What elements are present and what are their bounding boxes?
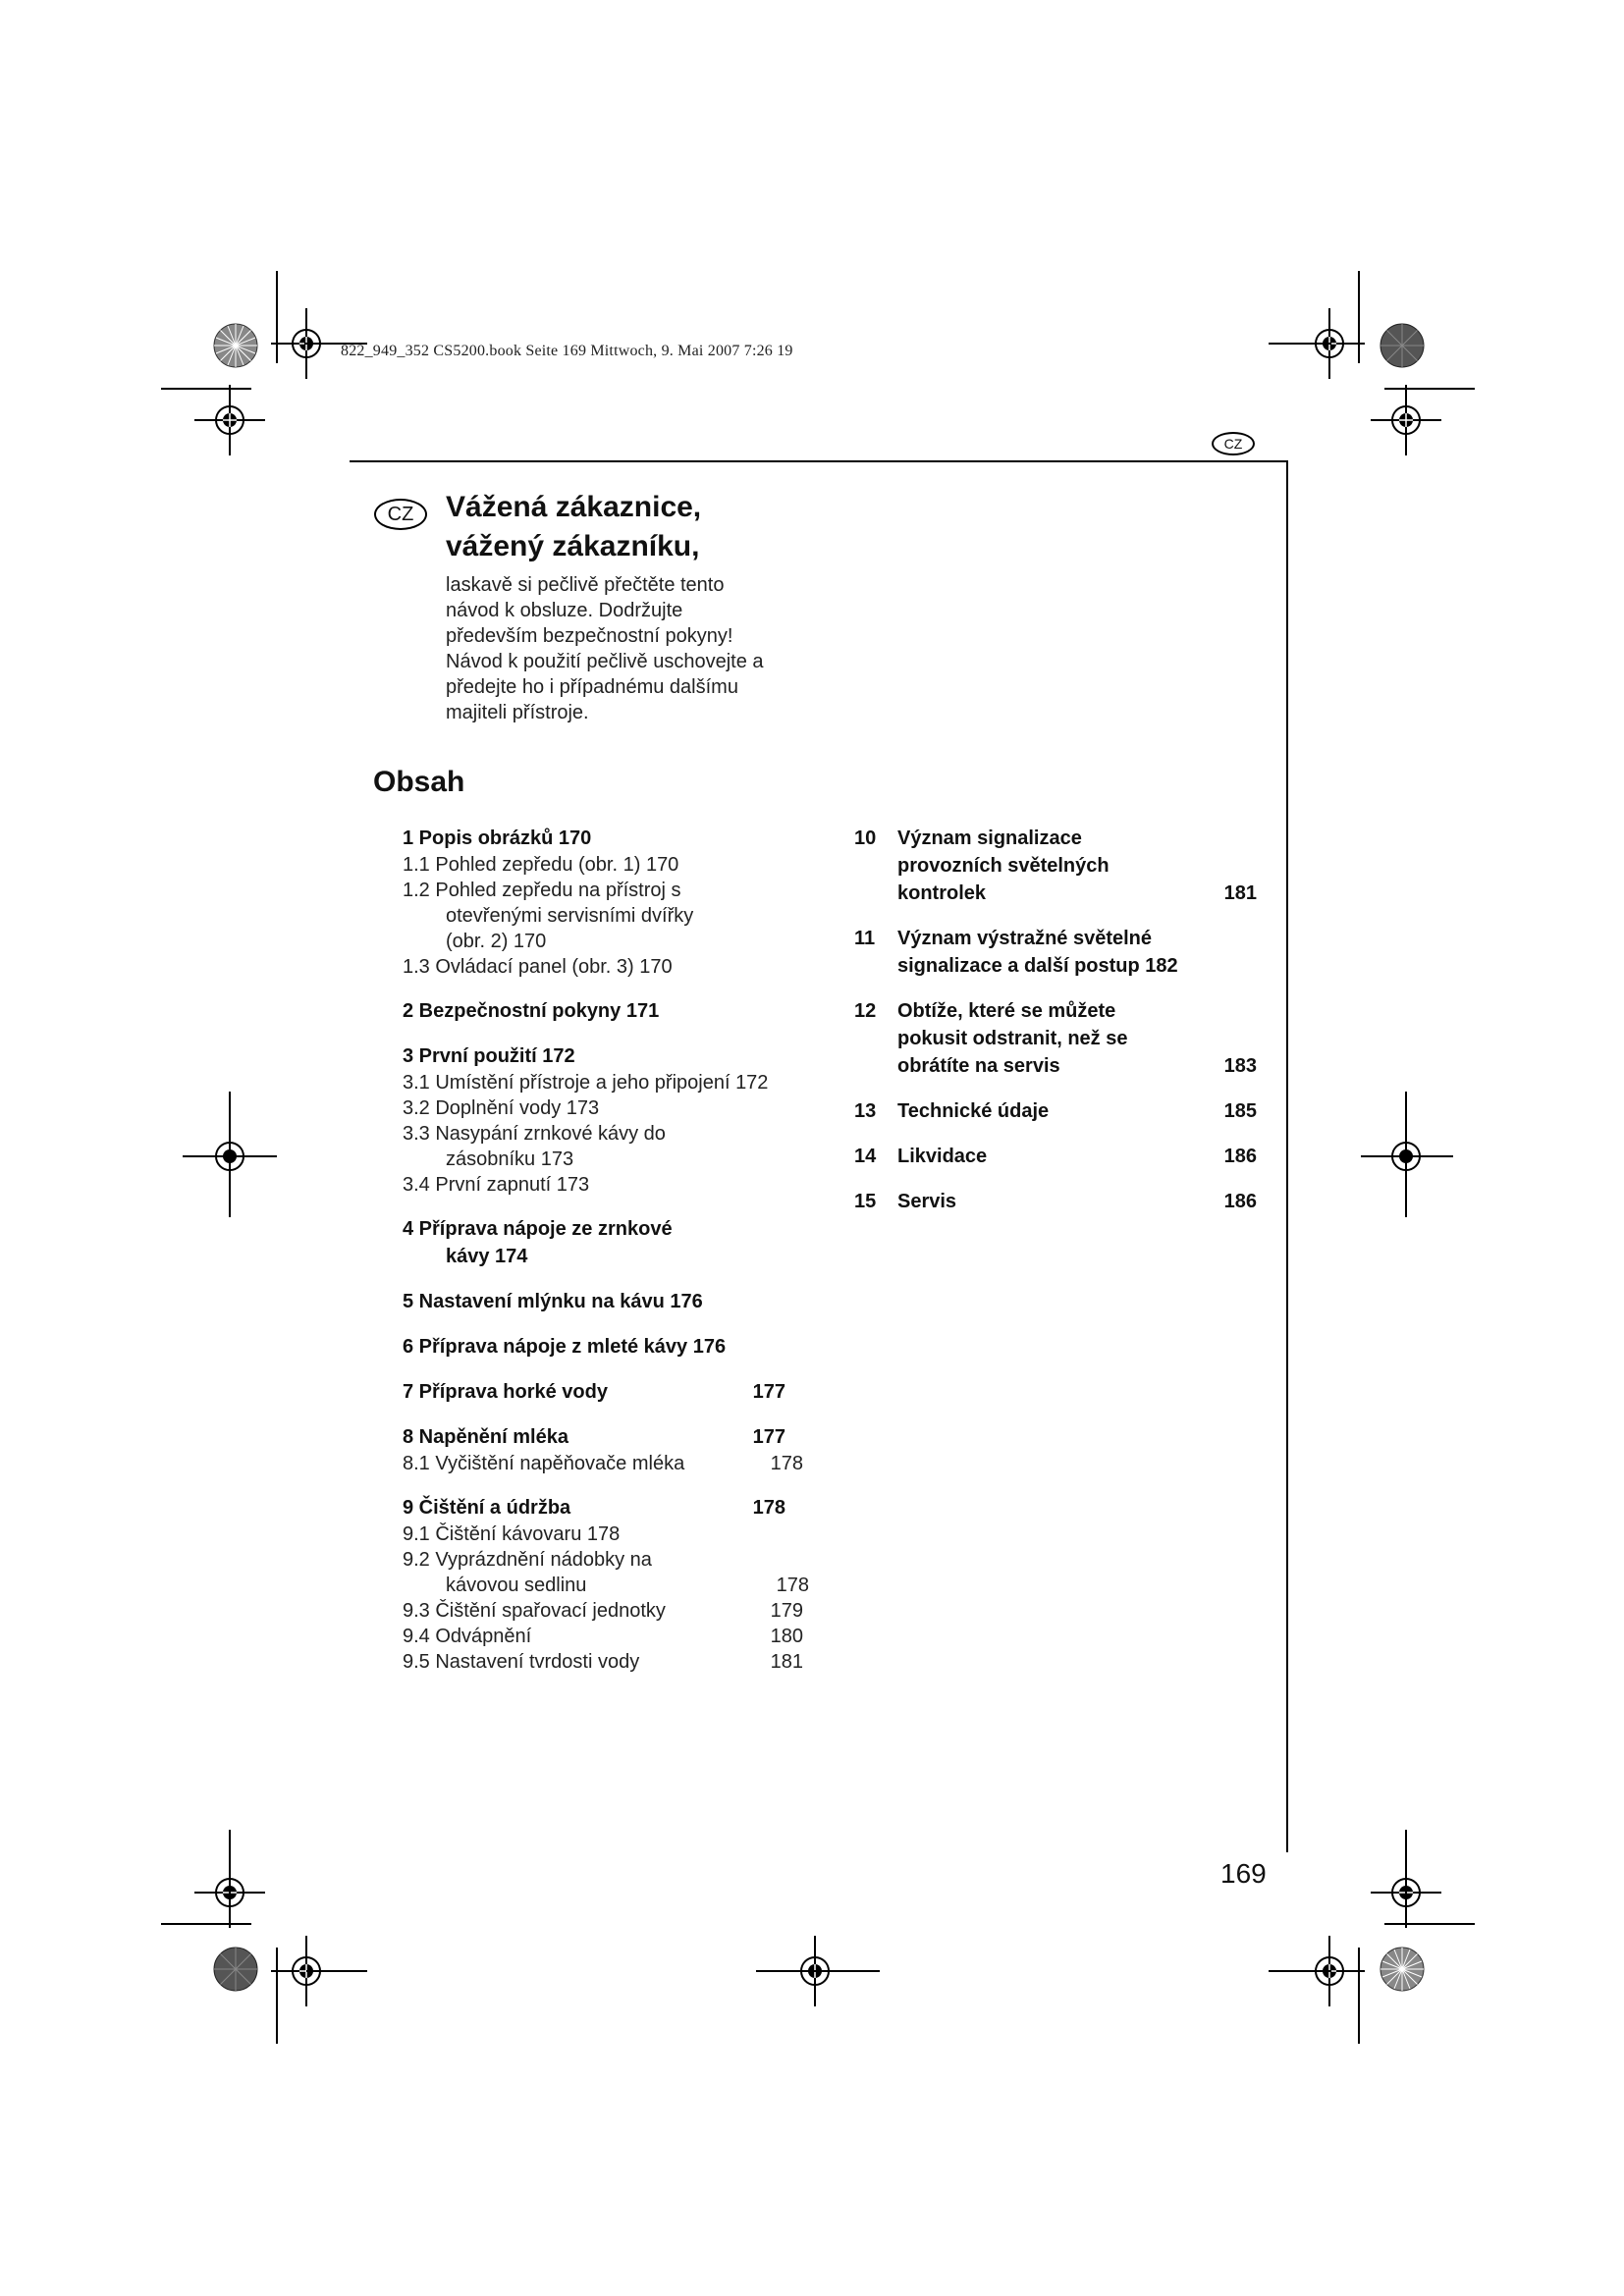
toc-page-number: 181 bbox=[770, 1651, 803, 1673]
toc-entry-title: 8 Napěnění mléka bbox=[403, 1426, 568, 1448]
toc-entry-1-1[interactable]: 1.1 Pohled zepředu (obr. 1) 170 bbox=[403, 854, 679, 876]
toc-entry-title: Význam výstražné světelné bbox=[897, 928, 1153, 949]
toc-entry-7[interactable] bbox=[403, 1378, 785, 1406]
toc-entry-12-cont bbox=[854, 1052, 1257, 1080]
toc-entry-title: obrátíte na servis bbox=[897, 1055, 1060, 1077]
language-badge-header: CZ bbox=[1212, 432, 1255, 455]
toc-entry-title: Obtíže, které se můžete bbox=[897, 1000, 1116, 1022]
toc-entry-title: 1 Popis obrázků 170 bbox=[403, 828, 592, 849]
toc-entry-14[interactable] bbox=[854, 1143, 1257, 1170]
toc-entry-9-5[interactable] bbox=[403, 1649, 803, 1675]
toc-entry-3-2[interactable]: 3.2 Doplnění vody 173 bbox=[403, 1097, 600, 1119]
toc-entry-9-2-cont bbox=[403, 1573, 809, 1598]
right-margin-rule bbox=[1286, 460, 1288, 1852]
toc-entry-9-3[interactable] bbox=[403, 1598, 803, 1624]
toc-entry-title: 7 Příprava horké vody bbox=[403, 1381, 608, 1403]
toc-entry-title: 8.1 Vyčištění napěňovače mléka bbox=[403, 1453, 685, 1474]
intro-text bbox=[446, 572, 819, 725]
toc-entry-3-3[interactable]: 3.3 Nasypání zrnkové kávy do bbox=[403, 1123, 666, 1145]
intro-line: předejte ho i případnému dalšímu bbox=[446, 676, 738, 698]
toc-entry-1[interactable] bbox=[403, 825, 815, 852]
toc-entry-title: 9.4 Odvápnění bbox=[403, 1626, 532, 1647]
greeting-line-2: vážený zákazníku, bbox=[446, 530, 700, 562]
toc-entry-11[interactable] bbox=[854, 925, 1267, 952]
toc-entry-9[interactable] bbox=[403, 1494, 785, 1522]
toc-entry-title: 9 Čištění a údržba bbox=[403, 1497, 571, 1519]
toc-entry-3-1[interactable]: 3.1 Umístění přístroje a jeho připojení 172 bbox=[403, 1072, 769, 1094]
toc-page-number: 178 bbox=[752, 1497, 785, 1519]
toc-left-column bbox=[403, 825, 815, 1675]
toc-page-number: 181 bbox=[1223, 882, 1257, 904]
toc-entry-11-cont: signalizace a další postup 182 bbox=[897, 955, 1178, 977]
intro-line: návod k obsluze. Dodržujte bbox=[446, 600, 683, 621]
toc-entry-10-cont: provozních světelných bbox=[897, 855, 1110, 877]
toc-entry-15[interactable] bbox=[854, 1188, 1257, 1215]
toc-entry-title: Servis bbox=[897, 1191, 957, 1212]
toc-entry-title: Likvidace bbox=[897, 1146, 988, 1167]
greeting-line-1: Vážená zákaznice, bbox=[446, 491, 702, 523]
toc-entry-12-cont: pokusit odstranit, než se bbox=[897, 1028, 1128, 1049]
toc-entry-13[interactable] bbox=[854, 1097, 1257, 1125]
toc-page-number: 186 bbox=[1223, 1146, 1257, 1167]
toc-page-number: 185 bbox=[1223, 1100, 1257, 1122]
toc-entry-4-cont: kávy 174 bbox=[446, 1246, 528, 1267]
page-number: 169 bbox=[1220, 1858, 1267, 1889]
toc-entry-title: 9.3 Čištění spařovací jednotky bbox=[403, 1600, 666, 1622]
toc-entry-1-2-cont: otevřenými servisními dvířky bbox=[446, 905, 694, 927]
toc-page-number: 186 bbox=[1223, 1191, 1257, 1212]
language-badge-intro: CZ bbox=[374, 499, 427, 530]
toc-entry-2[interactable]: 2 Bezpečnostní pokyny 171 bbox=[403, 1000, 660, 1022]
toc-entry-9-1[interactable]: 9.1 Čištění kávovaru 178 bbox=[403, 1523, 621, 1545]
toc-page-number: 180 bbox=[770, 1626, 803, 1647]
toc-entry-8[interactable] bbox=[403, 1423, 785, 1451]
toc-entry-number: 11 bbox=[854, 928, 876, 949]
toc-entry-number: 10 bbox=[854, 828, 877, 849]
toc-page-number: 183 bbox=[1223, 1055, 1257, 1077]
toc-entry-3[interactable]: 3 První použití 172 bbox=[403, 1045, 575, 1067]
book-info-line: 822_949_352 CS5200.book Seite 169 Mittwoch, 9. Mai 2007 7:26 19 bbox=[341, 343, 793, 359]
toc-right-column bbox=[854, 825, 1267, 1215]
toc-entry-title: kávovou sedlinu bbox=[446, 1575, 587, 1596]
toc-entry-1-3[interactable]: 1.3 Ovládací panel (obr. 3) 170 bbox=[403, 956, 673, 978]
toc-entry-5[interactable]: 5 Nastavení mlýnku na kávu 176 bbox=[403, 1291, 703, 1312]
toc-page-number: 177 bbox=[752, 1381, 785, 1403]
intro-line: laskavě si pečlivě přečtěte tento bbox=[446, 574, 725, 596]
toc-entry-3-3-cont: zásobníku 173 bbox=[446, 1148, 574, 1170]
toc-entry-number: 13 bbox=[854, 1100, 877, 1122]
toc-entry-9-2[interactable]: 9.2 Vyprázdnění nádobky na bbox=[403, 1549, 652, 1571]
toc-entry-1-2[interactable]: 1.2 Pohled zepředu na přístroj s bbox=[403, 880, 681, 901]
intro-line: především bezpečnostní pokyny! bbox=[446, 625, 733, 647]
toc-entry-12[interactable] bbox=[854, 997, 1267, 1025]
toc-entry-10-cont bbox=[854, 880, 1257, 907]
toc-entry-title: Význam signalizace bbox=[897, 828, 1082, 849]
toc-entry-1-2-cont: (obr. 2) 170 bbox=[446, 931, 547, 952]
toc-entry-10[interactable] bbox=[854, 825, 1257, 852]
toc-entry-6[interactable]: 6 Příprava nápoje z mleté kávy 176 bbox=[403, 1336, 727, 1358]
greeting-title bbox=[446, 488, 701, 566]
toc-entry-9-4[interactable] bbox=[403, 1624, 803, 1649]
toc-entry-title: kontrolek bbox=[897, 882, 987, 904]
intro-line: Návod k použití pečlivě uschovejte a bbox=[446, 651, 764, 672]
toc-entry-title: Technické údaje bbox=[897, 1100, 1050, 1122]
toc-page-number: 178 bbox=[770, 1453, 803, 1474]
toc-heading: Obsah bbox=[373, 766, 465, 798]
toc-entry-4[interactable]: 4 Příprava nápoje ze zrnkové bbox=[403, 1218, 673, 1240]
toc-entry-number: 14 bbox=[854, 1146, 877, 1167]
toc-page-number: 177 bbox=[752, 1426, 785, 1448]
toc-entry-number: 15 bbox=[854, 1191, 877, 1212]
intro-line: majiteli přístroje. bbox=[446, 702, 589, 723]
toc-entry-8-1[interactable] bbox=[403, 1451, 803, 1476]
toc-entry-title: 9.5 Nastavení tvrdosti vody bbox=[403, 1651, 640, 1673]
toc-page-number: 178 bbox=[776, 1575, 809, 1596]
toc-entry-number: 12 bbox=[854, 1000, 877, 1022]
header-rule bbox=[350, 460, 1288, 462]
toc-page-number: 179 bbox=[770, 1600, 803, 1622]
toc-entry-3-4[interactable]: 3.4 První zapnutí 173 bbox=[403, 1174, 590, 1196]
